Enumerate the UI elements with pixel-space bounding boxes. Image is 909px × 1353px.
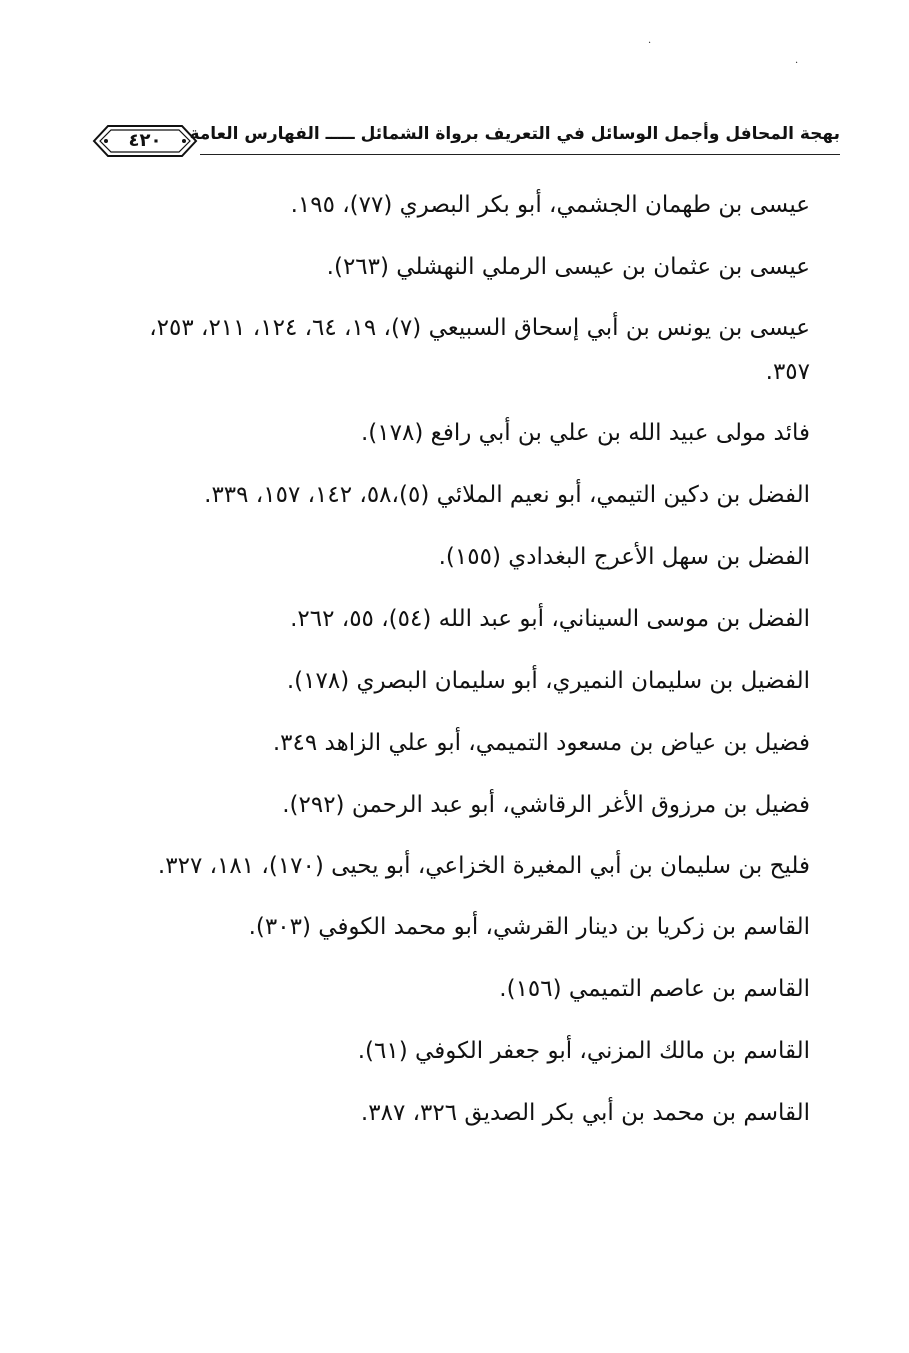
index-entry: الفضل بن دكين التيمي، أبو نعيم الملائي (٥)،٥٨، ١٤٢، ١٥٧، ٣٣٩.: [204, 482, 810, 508]
index-entries: [110, 182, 810, 1152]
page-number: ٤٢٠: [128, 130, 162, 151]
index-entry: القاسم بن محمد بن أبي بكر الصديق ٣٢٦، ٣٨٧.: [360, 1100, 810, 1126]
index-entry: فليح بن سليمان بن أبي المغيرة الخزاعي، أبو يحيى (١٧٠)، ١٨١، ٣٢٧.: [157, 853, 810, 879]
index-entry: عيسى بن طهمان الجشمي، أبو بكر البصري (٧٧)، ١٩٥.: [290, 192, 810, 218]
index-entry: القاسم بن عاصم التميمي (١٥٦).: [499, 976, 810, 1002]
scan-speck: ·: [795, 58, 799, 69]
scan-speck: ·: [648, 38, 652, 49]
index-entry: الفضيل بن سليمان النميري، أبو سليمان البصري (١٧٨).: [286, 668, 810, 694]
index-entry: فضيل بن مرزوق الأغر الرقاشي، أبو عبد الرحمن (٢٩٢).: [282, 792, 810, 818]
page-number-ornament: [90, 118, 200, 164]
header-divider: [200, 154, 840, 155]
index-entry: عيسى بن عثمان بن عيسى الرملي النهشلي (٢٦٣).: [326, 254, 810, 280]
index-entry: القاسم بن زكريا بن دينار القرشي، أبو محمد الكوفي (٣٠٣).: [248, 914, 810, 940]
index-entry: القاسم بن مالك المزني، أبو جعفر الكوفي (٦١).: [357, 1038, 810, 1064]
header-title: بهجة المحافل وأجمل الوسائل في التعريف برواة الشمائل ـــــ الفهارس العامة: [189, 124, 840, 144]
index-entry: الفضل بن موسى السيناني، أبو عبد الله (٥٤)، ٥٥، ٢٦٢.: [290, 606, 810, 632]
index-entry: فائد مولى عبيد الله بن علي بن أبي رافع (١٧٨).: [360, 420, 810, 446]
running-header: [90, 118, 840, 170]
index-entry: الفضل بن سهل الأعرج البغدادي (١٥٥).: [438, 544, 810, 570]
index-entry: عيسى بن يونس بن أبي إسحاق السبيعي (٧)، ١٩، ٦٤، ١٢٤، ٢١١، ٢٥٣، ٣٥٧.: [149, 315, 810, 385]
index-entry: فضيل بن عياض بن مسعود التميمي، أبو علي الزاهد ٣٤٩.: [272, 730, 810, 756]
